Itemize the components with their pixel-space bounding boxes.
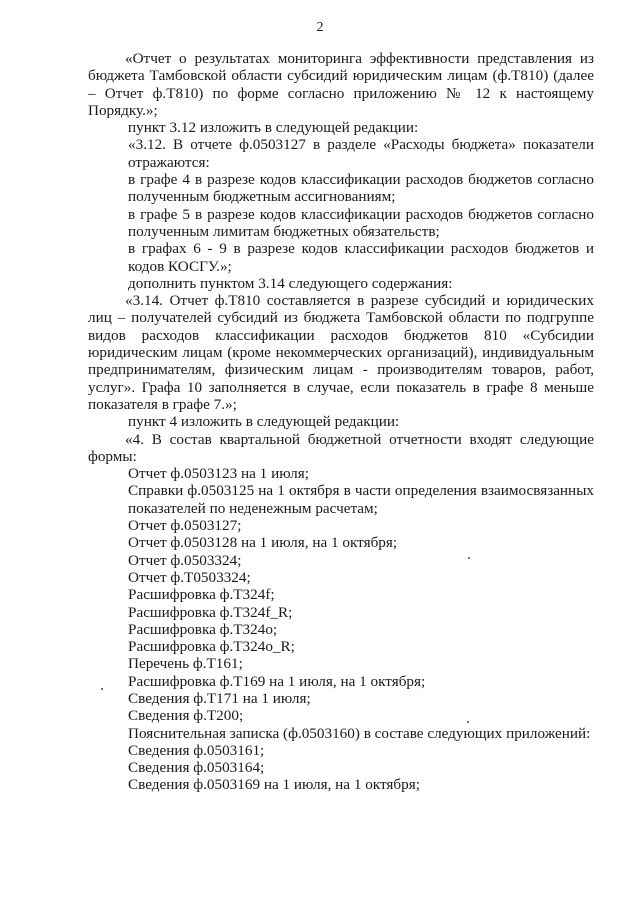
scan-speck	[467, 721, 469, 723]
form-list-item: Расшифровка ф.Т324o;	[128, 620, 278, 638]
paragraph-item-4-instruction: пункт 4 изложить в следующей редакции:	[128, 413, 400, 431]
form-list-item: Сведения ф.0503169 на 1 июля, на 1 октября;	[128, 776, 420, 794]
page-number: 2	[316, 20, 324, 35]
form-list-item: Сведения ф.0503161;	[128, 741, 265, 759]
paragraph-item-3-14-instruction: дополнить пунктом 3.14 следующего содержания:	[128, 274, 453, 292]
form-list-item: Перечень ф.Т161;	[128, 655, 243, 673]
form-list-item: Пояснительная записка (ф.0503160) в составе следующих приложений:	[128, 724, 591, 742]
form-list-item: Отчет ф.0503324;	[128, 551, 242, 569]
form-list-item: Отчет ф.0503127;	[128, 517, 242, 535]
paragraph-report-t810-title: «Отчет о результатах мониторинга эффективности представления из бюджета Тамбовской области субсидий юридическим лицам (ф.Т810) (далее – Отчет ф.Т810) по форме согласно приложению № 12 к настоящему Порядку.»;	[88, 50, 594, 119]
form-list-item: Отчет ф.Т0503324;	[128, 568, 251, 586]
form-list-item: Сведения ф.Т200;	[128, 707, 244, 725]
scan-speck	[101, 688, 103, 690]
form-list-item: Расшифровка ф.Т324o_R;	[128, 638, 295, 656]
form-list-item: Отчет ф.0503123 на 1 июля;	[128, 465, 309, 483]
paragraph-3-14-text: «3.14. Отчет ф.Т810 составляется в разрезе субсидий и юридических лиц – получателей субсидий из бюджета Тамбовской области по подгруппе видов расходов классификации расходов бюджетов 810 «Субсидии юридическим лицам (кроме некоммерческих организаций), индивидуальным предпринимателям, физическим лицам - производителям товаров, работ, услуг». Графа 10 заполняется в случае, если показатель в графе 8 меньше показателя в графе 7.»;	[88, 292, 594, 413]
form-list-item: Расшифровка ф.Т169 на 1 июля, на 1 октября;	[128, 672, 426, 690]
paragraph-4-text: «4. В состав квартальной бюджетной отчетности входят следующие формы:	[88, 430, 594, 465]
paragraph-columns-6-9: в графах 6 - 9 в разрезе кодов классификации расходов бюджетов и кодов КОСГУ.»;	[128, 240, 594, 275]
scan-speck	[468, 557, 470, 559]
paragraph-item-3-12-instruction: пункт 3.12 изложить в следующей редакции:	[128, 119, 419, 137]
paragraph-column-5: в графе 5 в разрезе кодов классификации расходов бюджетов согласно полученным лимитам бюджетных обязательств;	[128, 205, 594, 240]
form-list-item: Расшифровка ф.Т324f;	[128, 586, 275, 604]
paragraph-column-4: в графе 4 в разрезе кодов классификации расходов бюджетов согласно полученным бюджетным ассигнованиям;	[128, 171, 594, 206]
form-list-item: Расшифровка ф.Т324f_R;	[128, 603, 293, 621]
form-list-item: Сведения ф.0503164;	[128, 759, 265, 777]
form-list-item: Справки ф.0503125 на 1 октября в части определения взаимосвязанных показателей по неденежным расчетам;	[128, 482, 594, 517]
paragraph-3-12-text: «3.12. В отчете ф.0503127 в разделе «Расходы бюджета» показатели отражаются:	[128, 136, 594, 171]
form-list-item: Отчет ф.0503128 на 1 июля, на 1 октября;	[128, 534, 398, 552]
document-body	[88, 50, 594, 794]
form-list-item: Сведения ф.Т171 на 1 июля;	[128, 689, 311, 707]
